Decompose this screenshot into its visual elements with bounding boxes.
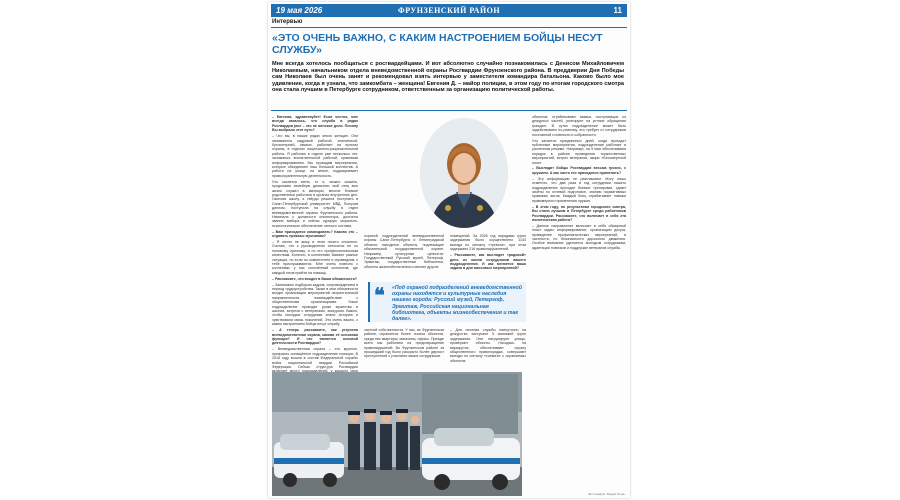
question-text: – Расскажите, как выглядит «рядовой» день из жизни сотрудников вашего подразделения. И как меняется ваша задача в дни массовых мероприятий? xyxy=(450,253,526,271)
answer-text: – Занимаюсь подбором кадров, сопровождением в период трудоустройства. Также в мои обязанности входит организация мероприятий патриотической направленности, взаимодействие с общественными организациями. Наше подразделение проводит уроки мужества в школах, встречи с ветеранами, экскурсии. Важно, чтобы молодые сотрудники знали историю и чувствовали связь поколений. Это очень важно, с каким настроением бойцы несут службу. xyxy=(272,282,358,327)
answer-text: помещений. За 2026 год нарядами групп задержания было осуществлено 1143 выезда по сигналу «тревога», при этом задержано 216 правонарушителей. xyxy=(450,234,526,252)
question-text: – Выглядит бойцы Росгвардии весьма грозно, с оружием. А как часто его приходится применять? xyxy=(532,166,626,175)
answer-text: охраной подразделений вневедомственной охраны Санкт-Петербурга и Ленинградской области находятся объекты, подлежащие обязательной государственной охране. Например, культурные ценности: Государственный Русский музей, Петергоф, Эрмитаж, государственные библиотеки, объекты жизнеобеспечения и многие другие. xyxy=(364,234,444,269)
pull-quote-text: «Под охраной подразделений вневедомственной охраны находятся и культурные наследия нашего города: Русский музей, Петергоф, Эрмитаж, Российская национальная библиотека, объекты жизнеобеспечения и так далее». xyxy=(392,285,522,323)
pull-quote xyxy=(368,282,526,322)
text-column-2-top xyxy=(364,234,444,280)
photo-credit: Фотографии: Вадим Игорь xyxy=(588,492,625,496)
answer-text: объектов, отрабатывают заявки, поступающие из дежурных частей, реагируют на устные обращения граждан. В сутки подразделение может быть задействовано по-разному, это требует от сотрудников постоянной готовности и собранности. xyxy=(532,115,626,137)
article-lead: Мне всегда хотелось пообщаться с росгвардейцами. И вот абсолютно случайно познакомилась с Денисом Михайловичем Николаевым, начальником отдела вневедомственной охраны Росгвардии Фрунзенского района. В преддверии Дня Победы сам Николаев был очень занят и рекомендовал взять интервью у заместителя командира батальона. Каково было мое удивление, когда я узнала, что замкомбата – женщина! Евгения Д. – майор полиции, в этом году по итогам городского смотра она стала лучшим в Петербурге сотрудником, ответственным за организацию политической работы. xyxy=(272,61,624,94)
text-column-4 xyxy=(532,115,626,493)
answer-text: – Что вы, в наших рядах много женщин. Они занимаются кадровой работой, аналитикой, бухгалтерией, связью, работают на пультах охраны, в отделах лицензионно-разрешительной работы. Я работаю в отделе уже несколько лет, занимаюсь воспитательной работой, правовым информированием. Мы проводим мероприятия, которые объединяют наш большой коллектив. А работа на улице, на земле, подразумевает правоохранительную деятельность. xyxy=(272,134,358,178)
question-text: – Вам приходится командовать? Каково это – отдавать приказы мужчинам? xyxy=(272,229,358,239)
quote-mark-icon: ❝ xyxy=(374,285,385,307)
answer-text: частной собственности. У нас, во Фрунзенском районе, охраняется более тысячи объектов, среди них квартиры, магазины, офисы. Прежде всего мы работаем на предотвращение правонарушений. Во Фрунзенском районе за прошедший год было раскрыто более двухсот преступлений с участием наших сотрудников. xyxy=(364,328,444,359)
question-text: – В этом году, по результатам городского смотра, Вы стали лучшим в Петербурге среди работников Росгвардии. Расскажите, что включает в себя эта политическая работа? xyxy=(532,204,626,222)
lead-divider xyxy=(271,110,627,111)
group-photo-illustration xyxy=(272,372,522,496)
header-divider xyxy=(271,27,627,28)
text-column-3-bottom xyxy=(450,328,526,370)
answer-text: – Данное направление включает в себя обширный пласт задач: информирование, организацию досуга, проведение профилактических мероприятий, в частности, по безопасности дорожного движения. Особое внимание уделяется молодым сотрудникам, адаптации новичков и поддержке ветеранов службы. xyxy=(532,223,626,250)
answer-text: Что касается праздничных дней, когда проходят публичные мероприятия, подразделение работает в усиленном режиме. Например, на 9 мая обеспечиваем порядок в районе проведения торжественных мероприятий, встреч ветеранов, акции «Бессмертный полк». xyxy=(532,138,626,165)
answer-text: – Эту информацию не разглашаем. Могу лишь отметить, что два раза в год сотрудники нашего подразделения проходят боевые тренировки, сдают зачёты по огневой подготовке, знанию нормативных правовых актов. Каждый боец отрабатывает навыки правомерного применения оружия. xyxy=(532,176,626,203)
portrait-illustration xyxy=(420,118,508,228)
issue-date: 19 мая 2026 xyxy=(276,6,323,15)
group-photo xyxy=(272,372,522,496)
district-title: ФРУНЗЕНСКИЙ РАЙОН xyxy=(397,6,501,15)
text-column-2-bottom xyxy=(364,328,444,370)
section-label: Интервью xyxy=(272,19,303,25)
newspaper-page xyxy=(268,2,630,498)
question-text: – Евгения, здравствуйте! Если честно, мне всегда казалось, что служба в рядах Росгвардии (все – это не женское дело. Почему Вы выбрали этот путь? xyxy=(272,115,358,133)
answer-text: – Для несения службы ежесуточно на дежурство заступают 5 экипажей групп задержания. Они патрулируют улицы, проверяют объекты. Находясь на маршрутах, обеспечивают охрану общественного правопорядка, совершают выезды по сигналу «тревога» с охраняемых объектов. xyxy=(450,328,526,363)
portrait-photo xyxy=(420,118,508,228)
article-headline: «ЭТО ОЧЕНЬ ВАЖНО, С КАКИМ НАСТРОЕНИЕМ БОЙЦЫ НЕСУТ СЛУЖБУ» xyxy=(272,32,603,56)
page-number: 11 xyxy=(613,6,622,15)
answer-text: Что касается меня, то я, можно сказать, продолжаю семейную династию: мой отец всю жизнь служил в милиции, многие близкие родственники работали в органах внутренних дел. Окончив школу, я твёрдо решила поступать в Санкт-Петербургский университет МВД. Получив диплом, поступила на службу в отдел вневедомственной охраны Фрунзенского района. Начинала с должности инспектора, достигла звания майора и сейчас курирую морально-психологическое обеспечение личного состава. xyxy=(272,179,358,228)
answer-text: – Вневедомственная охрана – это крупное, прекрасно оснащённое подразделение полиции. В 2016 году вошла в состав Федеральной службы войск национальной гвардии Российской Федерации. Сейчас структура Росгвардии xyxy=(272,347,358,369)
text-column-3-top xyxy=(450,234,526,280)
question-text: – Расскажите, что входит в Ваши обязанности? xyxy=(272,276,358,281)
question-text: – А теперь расскажите, как устроена вневедомственная охрана, какова её основная функция? И что является основой деятельности Росгвардии? xyxy=(272,328,358,346)
answer-text: – Я лично не вижу в этом ничего сложного. Считаю, что к руководителю относятся не по половому признаку, а по его профессиональным качествам. Конечно, в коллективе бывают разные ситуации, но если ты компетентен и справедлив, к тебе прислушиваются. Мне очень повезло с коллегами: у нас сплочённый коллектив, где каждый готов прийти на помощь. xyxy=(272,239,358,275)
page-header-bar xyxy=(271,4,627,17)
